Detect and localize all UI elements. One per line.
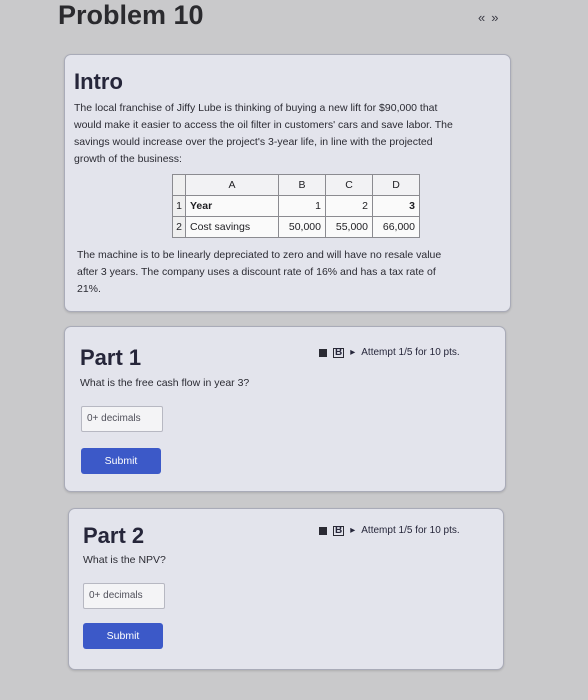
note-line: 21%. [77, 283, 101, 295]
part2-answer-input[interactable]: 0+ decimals [83, 583, 165, 609]
cost-savings-table [172, 174, 420, 238]
flag-icon[interactable]: ▸ [350, 347, 356, 358]
attempt-text: Attempt 1/5 for 10 pts. [361, 525, 460, 536]
column-header: B [279, 175, 326, 196]
depreciation-note [77, 247, 497, 298]
table-cell: 3 [373, 196, 420, 217]
row-label: Year [186, 196, 279, 217]
note-line: The machine is to be linearly depreciated to zero and will have no resale value [77, 249, 442, 261]
part1-answer-input[interactable]: 0+ decimals [81, 406, 163, 432]
column-header: D [373, 175, 420, 196]
page-title: Problem 10 [58, 0, 204, 30]
intro-line: savings would increase over the project's 3-year life, in line with the projected [74, 136, 433, 148]
row-number: 2 [173, 217, 186, 238]
part2-question: What is the NPV? [83, 554, 166, 566]
row-number: 1 [173, 196, 186, 217]
intro-text [74, 100, 504, 168]
part1-heading: Part 1 [80, 345, 142, 370]
flag-icon[interactable]: ▸ [350, 525, 356, 536]
table-cell: 50,000 [279, 217, 326, 238]
note-line: after 3 years. The company uses a discount rate of 16% and has a tax rate of [77, 266, 436, 278]
book-icon[interactable]: B [335, 524, 343, 536]
part2-attempt-info [319, 525, 460, 536]
square-icon [319, 349, 327, 357]
square-icon [319, 527, 327, 535]
part1-submit-button[interactable]: Submit [81, 448, 161, 474]
column-header: C [326, 175, 373, 196]
table-row [173, 196, 420, 217]
table-cell: 2 [326, 196, 373, 217]
attempt-text: Attempt 1/5 for 10 pts. [361, 347, 460, 358]
row-label: Cost savings [186, 217, 279, 238]
table-row [173, 217, 420, 238]
corner-cell [173, 175, 186, 196]
book-icon[interactable]: B [335, 346, 343, 358]
intro-line: The local franchise of Jiffy Lube is thinking of buying a new lift for $90,000 that [74, 102, 438, 114]
column-header: A [186, 175, 279, 196]
intro-line: growth of the business: [74, 153, 182, 165]
double-chevron-left-icon[interactable]: « [478, 10, 486, 25]
double-chevron-right-icon[interactable]: » [491, 10, 499, 25]
part2-card [68, 508, 504, 670]
part1-attempt-info [319, 347, 460, 358]
part2-submit-button[interactable]: Submit [83, 623, 163, 649]
intro-line: would make it easier to access the oil filter in customers' cars and save labor. The [74, 119, 453, 131]
table-cell: 55,000 [326, 217, 373, 238]
table-cell: 1 [279, 196, 326, 217]
part2-heading: Part 2 [83, 523, 145, 548]
problem-nav [478, 10, 498, 25]
part1-card [64, 326, 506, 492]
part1-question: What is the free cash flow in year 3? [80, 377, 250, 389]
table-cell: 66,000 [373, 217, 420, 238]
table-header-row [173, 175, 420, 196]
intro-heading: Intro [74, 69, 123, 94]
